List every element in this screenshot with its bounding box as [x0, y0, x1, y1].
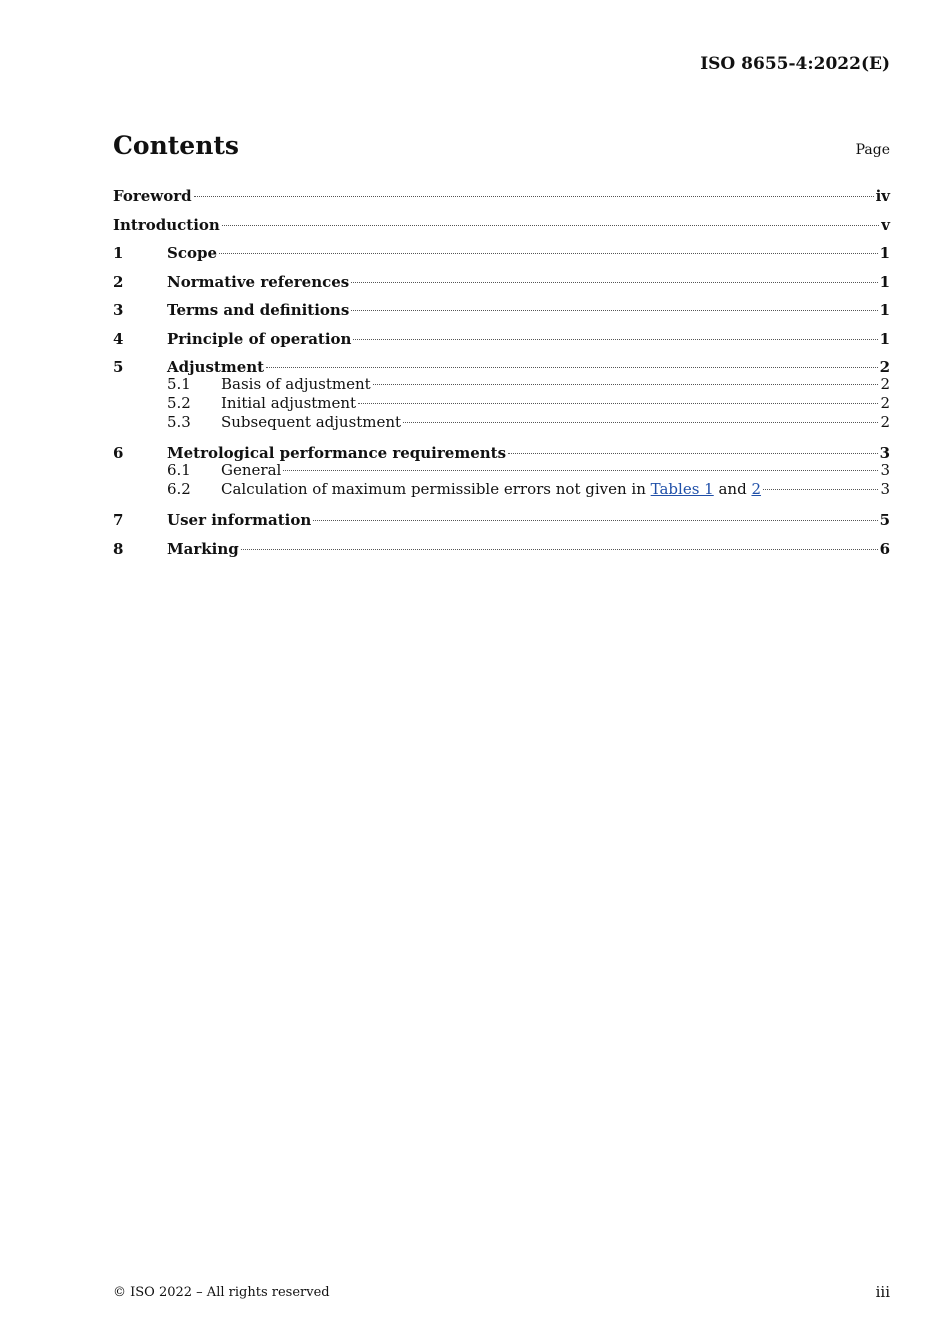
- toc-title: Metrological performance requirements: [167, 444, 507, 462]
- toc-title: User information: [167, 511, 312, 529]
- toc-number: 1: [113, 244, 124, 262]
- toc-number: 5.2: [167, 394, 191, 412]
- toc-number: 6.2: [167, 480, 191, 498]
- leader-dots: [266, 367, 877, 368]
- toc-page: 6: [879, 539, 890, 558]
- toc-number: 2: [113, 272, 124, 291]
- toc-title: Marking: [167, 539, 239, 558]
- leader-dots: [313, 520, 877, 521]
- page-column-label: Page: [855, 142, 890, 158]
- tables-1-link[interactable]: Tables 1: [650, 480, 714, 498]
- leader-dots: [508, 453, 878, 454]
- toc-number: 8: [113, 539, 124, 558]
- toc-page: 3: [879, 444, 890, 462]
- toc-page: 2: [880, 375, 890, 393]
- leader-dots: [763, 489, 878, 490]
- toc-title: Introduction: [113, 215, 220, 234]
- toc-page: 1: [879, 244, 890, 262]
- toc-title: Normative references: [167, 272, 350, 291]
- toc-page: 3: [880, 461, 890, 479]
- leader-dots: [194, 196, 874, 197]
- table-of-contents: [113, 184, 890, 565]
- leader-dots: [351, 310, 877, 311]
- leader-dots: [353, 339, 877, 340]
- toc-page: v: [881, 215, 890, 234]
- toc-page: 2: [880, 413, 890, 431]
- toc-number: 6.1: [167, 461, 191, 479]
- toc-number: 3: [113, 301, 124, 319]
- toc-entry-foreword[interactable]: [113, 184, 890, 213]
- toc-entry-terms-and-definitions[interactable]: [113, 298, 890, 327]
- toc-number: 5.1: [167, 375, 191, 393]
- toc-title: [221, 480, 761, 499]
- toc-page: 1: [879, 272, 890, 291]
- toc-entry-metrological-performance-requirements[interactable]: [113, 441, 890, 461]
- document-id: ISO 8655-4:2022(E): [700, 54, 890, 74]
- toc-entry-user-information[interactable]: [113, 508, 890, 537]
- toc-title: Initial adjustment: [221, 394, 357, 412]
- page-title: Contents: [113, 131, 240, 160]
- toc-page: 1: [879, 301, 890, 319]
- toc-title-text: Calculation of maximum permissible errors not given in: [221, 480, 651, 498]
- leader-dots: [351, 282, 877, 283]
- toc-number: 5: [113, 358, 124, 376]
- and-text: and: [713, 480, 752, 498]
- toc-title: Principle of operation: [167, 329, 352, 348]
- toc-entry-basis-of-adjustment[interactable]: [113, 375, 890, 394]
- toc-entry-adjustment[interactable]: [113, 355, 890, 375]
- leader-dots: [358, 403, 878, 404]
- page-number: iii: [875, 1283, 890, 1301]
- toc-page: iv: [875, 187, 890, 205]
- leader-dots: [283, 470, 878, 471]
- toc-title: Terms and definitions: [167, 301, 350, 319]
- toc-entry-subsequent-adjustment[interactable]: [113, 413, 890, 441]
- table-2-link[interactable]: 2: [751, 480, 762, 498]
- toc-title: General: [221, 461, 282, 479]
- toc-page: 3: [880, 480, 890, 498]
- toc-page: 2: [880, 394, 890, 412]
- toc-entry-marking[interactable]: [113, 537, 890, 566]
- toc-number: 4: [113, 329, 124, 348]
- toc-entry-initial-adjustment[interactable]: [113, 394, 890, 413]
- leader-dots: [219, 253, 878, 254]
- toc-title: Basis of adjustment: [221, 375, 371, 393]
- toc-title: Subsequent adjustment: [221, 413, 402, 431]
- toc-number: 5.3: [167, 413, 191, 431]
- toc-entry-principle-of-operation[interactable]: [113, 327, 890, 356]
- toc-page: 5: [879, 511, 890, 529]
- toc-page: 1: [879, 329, 890, 348]
- leader-dots: [241, 549, 878, 550]
- toc-number: 7: [113, 511, 124, 529]
- toc-entry-normative-references[interactable]: [113, 270, 890, 299]
- toc-title: Adjustment: [167, 358, 265, 376]
- toc-entry-introduction[interactable]: [113, 213, 890, 242]
- toc-title: Foreword: [113, 187, 192, 205]
- toc-title: Scope: [167, 244, 218, 262]
- toc-entry-calculation-of-mpe[interactable]: [113, 480, 890, 508]
- toc-entry-scope[interactable]: [113, 241, 890, 270]
- leader-dots: [403, 422, 878, 423]
- leader-dots: [373, 384, 879, 385]
- toc-number: 6: [113, 444, 124, 462]
- copyright-notice: © ISO 2022 – All rights reserved: [113, 1285, 330, 1300]
- toc-page: 2: [879, 358, 890, 376]
- leader-dots: [222, 225, 879, 226]
